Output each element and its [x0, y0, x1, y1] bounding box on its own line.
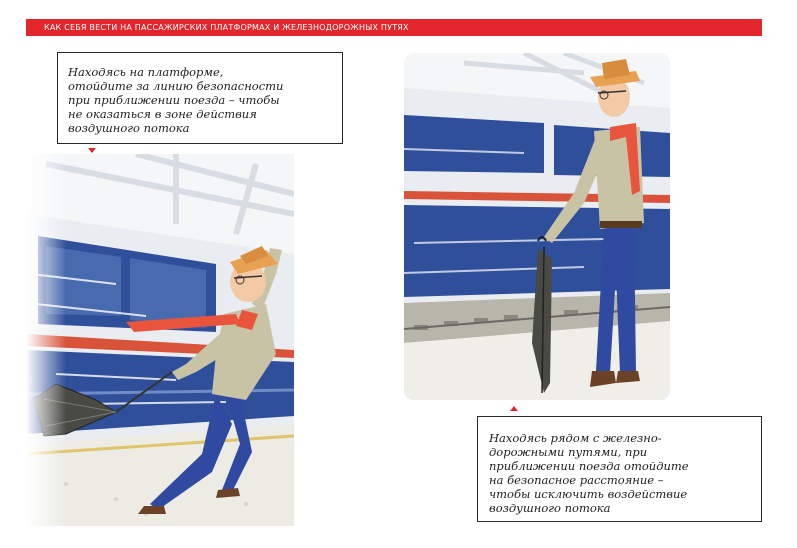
caption-line: на безопасное расстояние – [489, 473, 664, 487]
caption-line: чтобы исключить воздействие [489, 487, 688, 501]
section-title: КАК СЕБЯ ВЕСТИ НА ПАССАЖИРСКИХ ПЛАТФОРМАХ И ЖЕЛЕЗНОДОРОЖНЫХ ПУТЯХ [44, 23, 409, 32]
caption-line: Находясь рядом с железно- [489, 431, 662, 445]
caption-pointer-icon [88, 148, 96, 153]
caption-line: воздушного потока [68, 121, 190, 135]
caption-line: не оказаться в зоне действия [68, 107, 257, 121]
caption-line: при приближении поезда – чтобы [68, 93, 280, 107]
section-header-bar [26, 19, 762, 36]
tracks-safe-drawing [404, 53, 670, 400]
caption-line: отойдите за линию безопасности [68, 79, 284, 93]
caption-line: воздушного потока [489, 501, 611, 515]
illustration-platform-wind [26, 154, 294, 526]
caption-tracks [477, 416, 762, 522]
caption-platform [57, 52, 343, 144]
illustration-tracks-safe [404, 53, 670, 400]
caption-line: приближении поезда отойдите [489, 459, 689, 473]
platform-wind-drawing [26, 154, 294, 526]
caption-line: Находясь на платформе, [68, 65, 224, 79]
caption-pointer-icon [510, 406, 518, 411]
caption-line: дорожными путями, при [489, 445, 648, 459]
